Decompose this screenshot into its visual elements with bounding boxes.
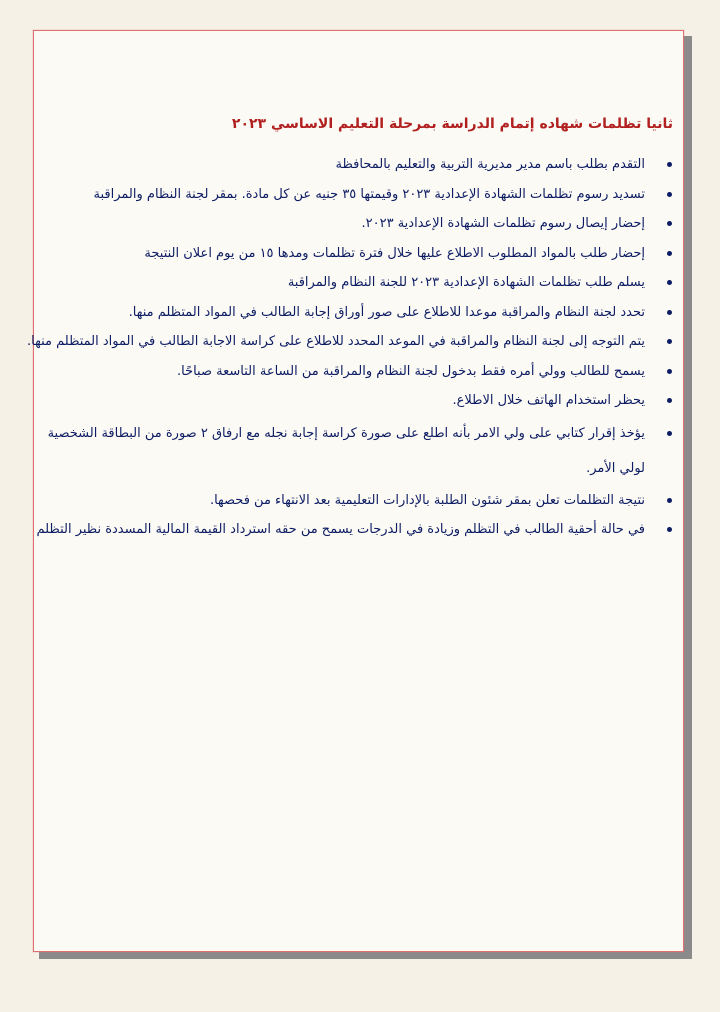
list-item — [40, 150, 676, 180]
list-item-text: يتم التوجه إلى لجنة النظام والمراقبة في الموعد المحدد للاطلاع على كراسة الاجابة الطالب في المواد المتظلم منها. — [27, 334, 645, 349]
page-shadow-right — [684, 36, 692, 958]
list-item-text: يؤخذ إقرار كتابي على ولي الامر بأنه اطلع على صورة كراسة إجابة نجله مع ارفاق ٢ صورة من البطاقة الشخصية لولي الأمر. — [47, 425, 645, 476]
bullet-icon — [667, 339, 672, 344]
list-item-text: يحظر استخدام الهاتف خلال الاطلاع. — [452, 393, 645, 408]
list-item — [40, 298, 676, 328]
section-heading: ثانيا تظلمات شهاده إتمام الدراسة بمرحلة التعليم الاساسي ٢٠٢٣ — [231, 116, 673, 132]
bullet-icon — [667, 280, 672, 285]
list-item-text: نتيجة التظلمات تعلن بمقر شئون الطلبة بالإدارات التعليمية بعد الانتهاء من فحصها. — [209, 492, 645, 508]
list-item — [40, 416, 676, 486]
bullet-icon — [667, 221, 672, 226]
list-item — [40, 357, 676, 387]
bullet-icon — [667, 527, 672, 532]
bullet-icon — [667, 162, 672, 167]
bullet-icon — [667, 251, 672, 256]
list-item — [40, 486, 676, 516]
list-item-text: يسلم طلب تظلمات الشهادة الإعدادية ٢٠٢٣ للجنة النظام والمراقبة — [287, 275, 645, 290]
list-item-text: إحضار طلب بالمواد المطلوب الاطلاع عليها خلال فترة تظلمات ومدها ١٥ من يوم اعلان النتيجة — [144, 245, 645, 261]
list-item-text: تسديد رسوم تظلمات الشهادة الإعدادية ٢٠٢٣ وقيمتها ٣٥ جنيه عن كل مادة. بمقر لجنة النظام والمراقبة — [93, 186, 645, 202]
list-item — [40, 386, 676, 416]
list-item — [40, 239, 676, 269]
page-shadow-bottom — [39, 952, 692, 959]
bullet-icon — [667, 431, 672, 436]
list-item-text: إحضار إيصال رسوم تظلمات الشهادة الإعدادية ٢٠٢٣. — [361, 216, 645, 231]
bullet-icon — [667, 398, 672, 403]
list-item-text: يسمح للطالب وولي أمره فقط بدخول لجنة النظام والمراقبة من الساعة التاسعة صباحًا. — [176, 363, 645, 379]
list-item-text: في حالة أحقية الطالب في التظلم وزيادة في الدرجات يسمح من حقه استرداد القيمة المالية المسددة نظير التظلم — [36, 522, 645, 537]
bullet-icon — [667, 192, 672, 197]
requirements-list — [27, 150, 676, 545]
list-item — [27, 327, 676, 357]
list-item — [40, 180, 676, 210]
list-item — [40, 209, 676, 239]
document-content — [27, 112, 676, 545]
bullet-icon — [667, 498, 672, 503]
list-item — [36, 515, 676, 545]
list-item — [40, 268, 676, 298]
list-item-text: تحدد لجنة النظام والمراقبة موعدا للاطلاع على صور أوراق إجابة الطالب في المواد المتظلم منها. — [128, 304, 645, 320]
list-item-text: التقدم بطلب باسم مدير مديرية التربية والتعليم بالمحافظة — [335, 157, 645, 172]
bullet-icon — [667, 310, 672, 315]
bullet-icon — [667, 369, 672, 374]
